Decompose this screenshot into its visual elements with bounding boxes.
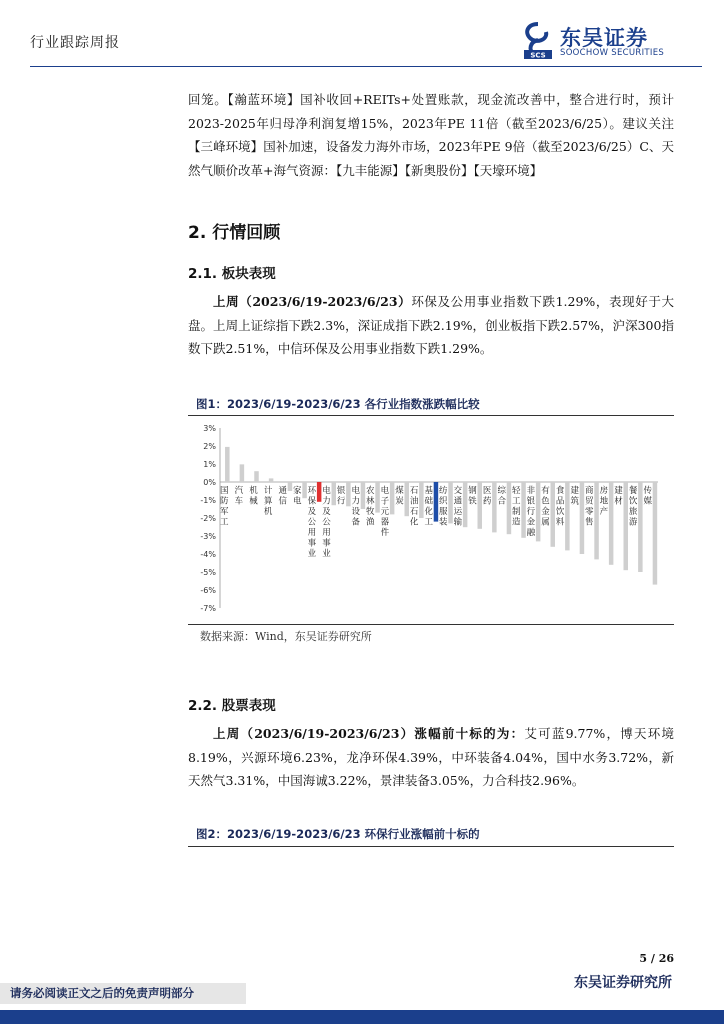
disclaimer-text: 请务必阅读正文之后的免责声明部分	[10, 986, 194, 1000]
bar	[653, 482, 658, 585]
bar	[463, 482, 468, 527]
figure1-top-rule	[188, 415, 674, 416]
stock-lead: 上周（2023/6/19-2023/6/23）涨幅前十标的为：	[213, 726, 525, 741]
bar	[448, 482, 453, 523]
category-label: 纺织服装	[439, 486, 448, 528]
bar	[624, 482, 629, 570]
industry-index-chart	[188, 418, 674, 623]
sector-lead: 上周（2023/6/19-2023/6/23）	[213, 294, 412, 309]
sector-paragraph	[188, 290, 674, 361]
bar	[551, 482, 556, 547]
bar	[405, 482, 410, 516]
bar	[225, 447, 230, 482]
bar	[375, 482, 380, 513]
category-label: 农林牧渔	[366, 486, 375, 528]
category-label: 电力设备	[351, 486, 360, 528]
category-label: 家电	[293, 486, 302, 507]
y-tick-label: -2%	[200, 514, 216, 523]
section-title: 2. 行情回顾	[188, 223, 281, 243]
category-label: 基础化工	[424, 486, 433, 528]
bar	[317, 482, 322, 502]
category-label: 餐饮旅游	[628, 486, 638, 528]
footer-institute: 东吴证券研究所	[574, 975, 672, 991]
subsection-title-sector: 2.1. 板块表现	[188, 266, 276, 282]
y-tick-label: 2%	[203, 442, 216, 451]
y-tick-label: -6%	[200, 586, 216, 595]
figure1-bottom-rule	[188, 624, 674, 625]
category-label: 煤炭	[395, 486, 404, 507]
figure1-source: 数据来源：Wind，东吴证券研究所	[200, 630, 372, 643]
footer-bar	[0, 1010, 724, 1024]
category-label: 计算机	[263, 486, 273, 517]
bar	[521, 482, 526, 538]
header-divider	[30, 66, 702, 67]
category-label: 房地产	[599, 486, 609, 517]
category-label: 医药	[482, 486, 492, 507]
category-label: 食品饮料	[555, 486, 565, 528]
category-label: 建筑	[570, 486, 579, 507]
intro-paragraph: 回笼。【瀚蓝环境】国补收回+REITs+处置账款，现金流改善中，整合进行时，预计2023-2025年归母净利润复增15%，2023年PE 11倍（截至2023/6/25）。建议关注【三峰环境】国补加速，设备发力海外市场，2023年PE 9倍（截至2023/6/25）C、天然气顺价改革+海气资源：【九丰能源】【新奥股份】【天壕环境】	[188, 92, 674, 178]
category-label: 石油石化	[409, 486, 419, 528]
category-label: 轻工制造	[512, 486, 521, 528]
page-number: 5 / 26	[639, 952, 674, 965]
y-tick-label: 3%	[203, 424, 216, 433]
stock-body: 艾可蓝9.77%，博天环境8.19%，兴源环境6.23%，龙净环保4.39%，中环装备4.04%，国中水务3.72%，新天然气3.31%，中国海诚3.22%，景津装备3.05%，力合科技2.96%。	[188, 726, 674, 788]
bar	[434, 482, 439, 522]
subsection-title-stock: 2.2. 股票表现	[188, 698, 276, 714]
bar	[492, 482, 497, 532]
y-tick-label: -5%	[200, 568, 216, 577]
y-tick-label: -1%	[200, 496, 216, 505]
bar	[390, 482, 395, 514]
category-label: 商贸零售	[585, 486, 594, 528]
sector-body: 环保及公用事业指数下跌1.29%，表现好于大盘。上周上证综指下跌2.3%，深证成指下跌2.19%，创业板指下跌2.57%，沪深300指数下跌2.51%，中信环保及公用事业指数下跌1.29%。	[188, 294, 675, 356]
category-label: 通信	[278, 486, 287, 507]
category-label: 综合	[497, 486, 506, 507]
y-tick-label: -4%	[200, 550, 216, 559]
y-tick-label: 1%	[203, 460, 216, 469]
bar	[254, 471, 259, 482]
category-label: 国防军工	[220, 486, 229, 528]
category-label: 传媒	[643, 486, 652, 507]
figure2-top-rule	[188, 846, 674, 847]
bar	[565, 482, 570, 550]
bar	[609, 482, 614, 565]
category-label: 电子元器件	[380, 486, 390, 538]
bar	[536, 482, 541, 541]
brand-logo	[520, 20, 700, 64]
bar	[346, 482, 351, 506]
category-label: 交通运输	[453, 486, 463, 528]
bar	[240, 464, 245, 482]
svg-text:SCS: SCS	[530, 51, 546, 60]
bar	[638, 482, 643, 572]
bar	[419, 482, 424, 518]
y-tick-label: 0%	[203, 478, 216, 487]
logo-icon	[520, 20, 556, 60]
category-label: 非银行金融	[526, 486, 536, 538]
bar	[288, 482, 293, 491]
category-label: 钢铁	[468, 486, 477, 507]
stock-paragraph	[188, 722, 674, 793]
category-label: 建材	[614, 486, 623, 507]
category-label: 环保及公用事业	[307, 486, 317, 559]
y-tick-label: -3%	[200, 532, 216, 541]
category-label: 汽车	[234, 486, 244, 507]
brand-name-cn: 东吴证券	[560, 26, 648, 50]
bar	[507, 482, 512, 534]
bar	[302, 482, 307, 498]
category-label: 电力及公用事业	[322, 486, 331, 559]
bar	[594, 482, 599, 559]
category-label: 有色金属	[541, 486, 550, 528]
report-type: 行业跟踪周报	[30, 35, 120, 51]
figure1-title: 图1：2023/6/19-2023/6/23 各行业指数涨跌幅比较	[196, 397, 480, 411]
brand-name-en: SOOCHOW SECURITIES	[560, 48, 665, 58]
y-tick-label: -7%	[200, 604, 216, 613]
bar	[580, 482, 585, 554]
bar	[478, 482, 483, 529]
category-label: 银行	[336, 486, 346, 507]
bar	[269, 478, 274, 482]
category-label: 机械	[249, 486, 258, 507]
bar	[332, 482, 337, 505]
figure2-title: 图2：2023/6/19-2023/6/23 环保行业涨幅前十标的	[196, 827, 480, 841]
bar	[361, 482, 366, 509]
